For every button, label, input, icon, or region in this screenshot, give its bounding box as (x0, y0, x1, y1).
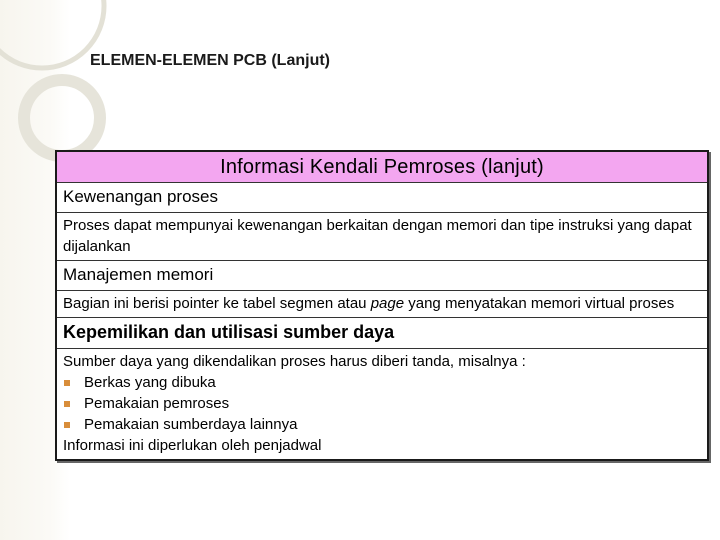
info-panel (55, 150, 709, 461)
outro-text: Informasi ini diperlukan oleh penjadwal (63, 437, 322, 454)
italic-term: page (370, 295, 405, 312)
square-bullet-icon (64, 380, 70, 386)
section-body-kewenangan: Proses dapat mempunyai kewenangan berkaitan dengan memori dan tipe instruksi yang dapat dijalankan (57, 213, 707, 261)
intro-text: Sumber daya yang dikendalikan proses harus diberi tanda, misalnya : (63, 353, 526, 370)
list-item-label: Pemakaian pemroses (84, 395, 230, 412)
body-text-part: yang menyatakan memori virtual proses (404, 295, 675, 312)
slide-title: ELEMEN-ELEMEN PCB (Lanjut) (90, 52, 330, 69)
list-item (63, 372, 701, 393)
body-text-part: Bagian ini berisi pointer ke tabel segmen atau (63, 295, 371, 312)
list-item-label: Pemakaian sumberdaya lainnya (84, 416, 298, 433)
section-title-kewenangan: Kewenangan proses (57, 183, 707, 213)
panel-header: Informasi Kendali Pemroses (lanjut) (57, 152, 707, 183)
section-title-kepemilikan: Kepemilikan dan utilisasi sumber daya (57, 318, 707, 349)
resource-list (63, 372, 701, 435)
section-body-kepemilikan (57, 349, 707, 459)
list-item (63, 393, 701, 414)
square-bullet-icon (64, 401, 70, 407)
square-bullet-icon (64, 422, 70, 428)
list-item (63, 414, 701, 435)
section-title-manajemen: Manajemen memori (57, 261, 707, 291)
list-item-label: Berkas yang dibuka (84, 374, 216, 391)
section-body-manajemen (57, 291, 707, 318)
